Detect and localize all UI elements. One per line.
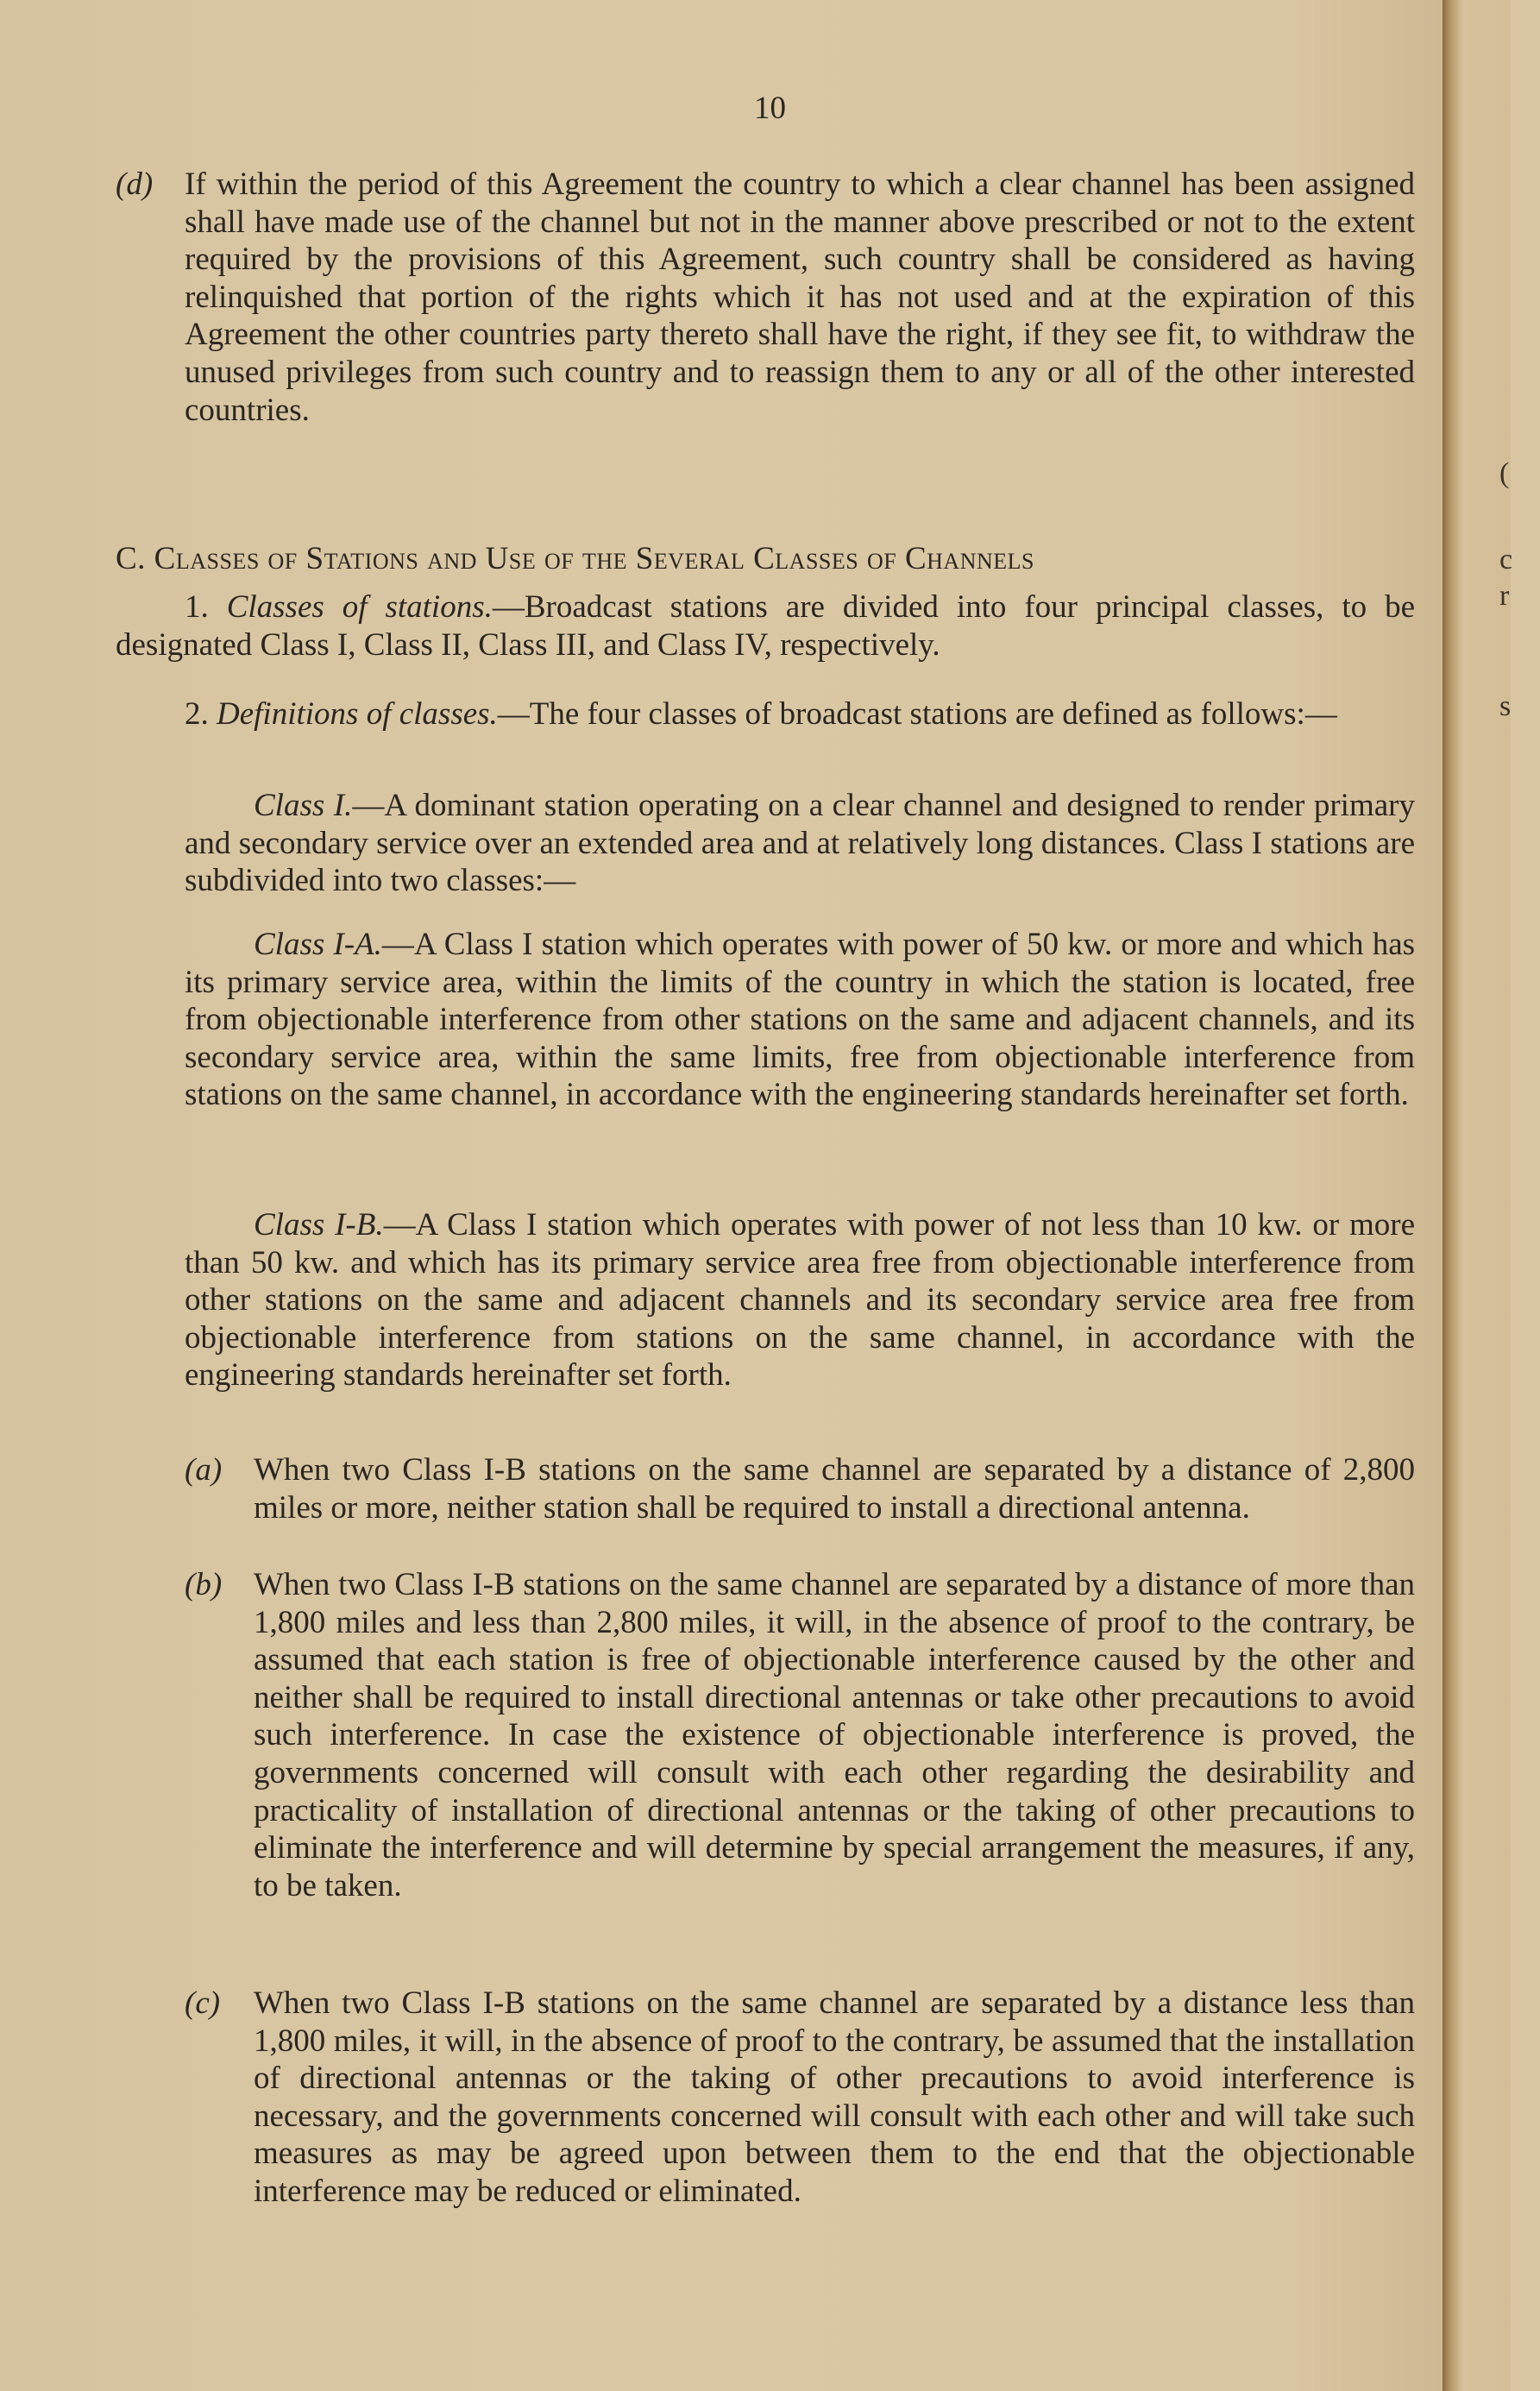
section-heading: C. Classes of Stations and Use of the Several Classes of Channels: [116, 541, 1034, 576]
paragraph-marker: (d): [116, 167, 154, 202]
edge-mark: c: [1499, 544, 1513, 576]
subparagraph-text: When two Class I-B stations on the same channel are separated by a distance of more than 1,800 miles and less than 2,800 miles, it will, in the absence of proof to the contrary, be assumed that each station is free of objectionable interference caused by the other and neither shall be required to install directional antennas or take other precautions to avoid such interference. In case the existence of objectionable interference is proved, the governments concerned will consult with each other regarding the desirability and practicality of installation of directional antennas or the taking of other precautions to eliminate the interference and will determine by special arrangement the measures, if any, to be taken.: [254, 1567, 1415, 1903]
item-number: 1.: [185, 589, 209, 625]
class-1-text: [185, 787, 1415, 900]
item-text: —Broadcast stations are divided into four principal classes, to be designated Class I, Class II, Class III, and Class IV, respectively.: [116, 589, 1415, 663]
class-text: —A dominant station operating on a clear channel and designed to render primary and secondary service over an extended area and at relatively long distances. Class I stations are subdivided into two classes:—: [185, 788, 1415, 899]
subparagraph-marker: (b): [185, 1567, 223, 1602]
item-title: Definitions of classes.: [217, 696, 498, 732]
subparagraph-marker: (c): [185, 1985, 221, 2021]
subparagraph-a: [185, 1451, 1415, 1526]
subparagraph-marker: (a): [185, 1452, 223, 1488]
class-text: —A Class I station which operates with power of not less than 10 kw. or more than 50 kw. and which has its primary service area free from objectionable interference from other stations on the same and adjacent channels and its secondary service area free from objectionable interference from stations on the same channel, in accordance with the engineering standards hereinafter set forth.: [185, 1207, 1415, 1394]
item-classes-of-stations: [116, 588, 1415, 664]
item-number: 2.: [185, 696, 209, 732]
class-title: Class I-A.: [254, 927, 382, 962]
class-text: —A Class I station which operates with power of 50 kw. or more and which has its primary service area, within the limits of the country in which the station is located, free from objectionable interference from other stations on the same and adjacent channels, and its secondary service area, within the same limits, free from objectionable interference from stations on the same channel, in accordance with the engineering standards hereinafter set forth.: [185, 927, 1416, 1113]
class-1b-definition: [185, 1206, 1415, 1394]
item-definitions-of-classes: [116, 695, 1415, 733]
item-title: Classes of stations.: [226, 589, 493, 625]
subparagraph-b: [185, 1566, 1415, 1904]
page-number: 10: [754, 91, 786, 126]
edge-mark: s: [1499, 690, 1512, 722]
subparagraph-text: When two Class I-B stations on the same channel are separated by a distance less than 1,800 miles, it will, in the absence of proof to the contrary, be assumed that the installation of directional antennas or the taking of other precautions to avoid interference is necessary, and the governments concerned will consult with each other and will take such measures as may be agreed upon between them to the end that the objectionable interference may be reduced or eliminated.: [254, 1985, 1415, 2209]
paragraph-text: If within the period of this Agreement the country to which a clear channel has been assigned shall have made use of the channel but not in the manner above prescribed or not to the extent required by the provisions of this Agreement, such country shall be considered as having relinquished that portion of the rights which it has not used and at the expiration of this Agreement the other countries party thereto shall have the right, if they see fit, to withdraw the unused privileges from such country and to reassign them to any or all of the other interested countries.: [185, 167, 1415, 428]
class-title: Class I.: [254, 788, 353, 823]
edge-mark: (: [1499, 457, 1510, 489]
subparagraph-c: [185, 1985, 1415, 2211]
subparagraph-text: When two Class I-B stations on the same channel are separated by a distance of 2,800 miles or more, neither station shall be required to install a directional antenna.: [254, 1452, 1415, 1526]
class-1a-definition: [185, 926, 1415, 1114]
adjacent-page-edge: [1443, 0, 1511, 2391]
item-text: —The four classes of broadcast stations are defined as follows:—: [497, 696, 1337, 732]
class-title: Class I-B.: [254, 1207, 384, 1243]
paragraph-d: [116, 166, 1415, 429]
edge-mark: r: [1499, 580, 1510, 612]
